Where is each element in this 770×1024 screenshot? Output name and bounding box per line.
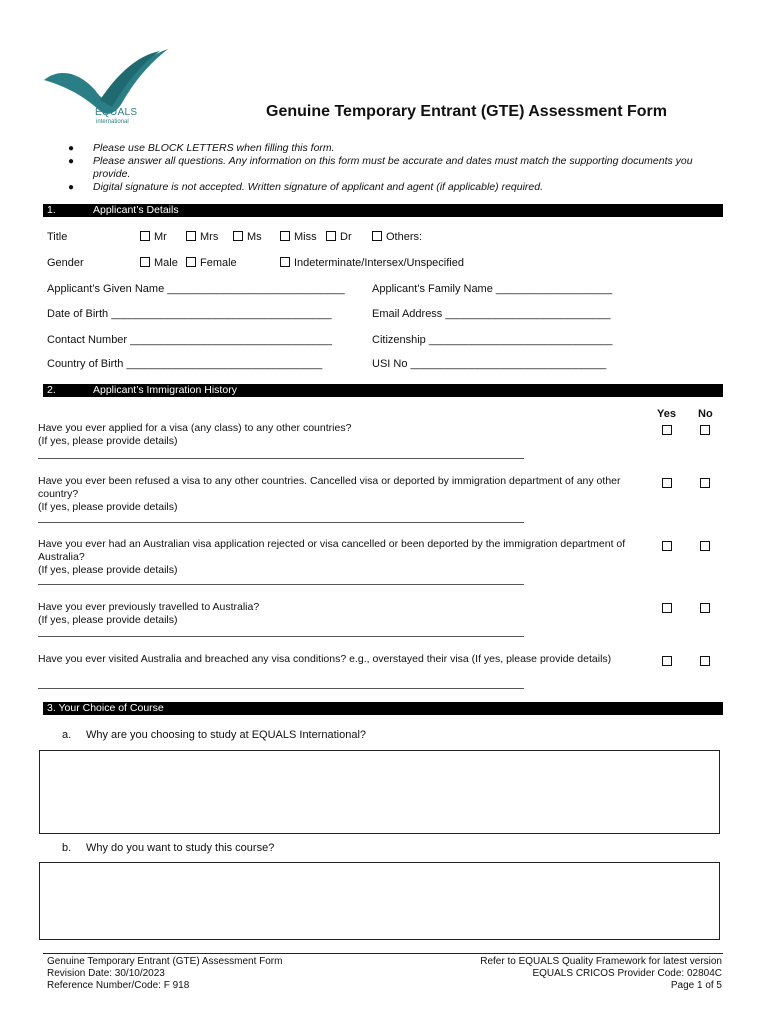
answer-line[interactable] (38, 584, 524, 585)
section-title: 3. Your Choice of Course (47, 702, 164, 714)
question-a-text: Why are you choosing to study at EQUALS International? (86, 729, 367, 741)
footer-cricos-code: EQUALS CRICOS Provider Code: 02804C (532, 968, 722, 979)
instruction-1: Please use BLOCK LETTERS when filling this form. (93, 142, 335, 154)
yes-checkbox-icon[interactable] (662, 425, 672, 435)
instruction-3: Digital signature is not accepted. Written signature of applicant and agent (if applicable) required. (93, 181, 544, 193)
usi-field[interactable]: USI No ________________________________ (372, 358, 607, 370)
title-option-miss[interactable]: Miss (280, 231, 317, 243)
gender-option-female[interactable]: Female (186, 257, 237, 269)
title-option-mrs[interactable]: Mrs (186, 231, 218, 243)
question-3: Have you ever had an Australian visa application rejected or visa cancelled or been deported by the immigration department of Australia? (If yes, please provide details) (38, 538, 626, 576)
logo-text: EQUALS (95, 107, 138, 118)
yes-checkbox-icon[interactable] (662, 656, 672, 666)
title-option-ms[interactable]: Ms (233, 231, 262, 243)
footer-revision-date: Revision Date: 30/10/2023 (47, 968, 165, 979)
bullet-icon: ● (68, 182, 75, 193)
dob-field[interactable]: Date of Birth ____________________________________ (47, 308, 332, 320)
answer-line[interactable] (38, 688, 524, 689)
section-number: 2. (47, 384, 56, 396)
no-checkbox-icon[interactable] (700, 603, 710, 613)
footer-divider (43, 953, 723, 954)
checkbox-icon[interactable] (326, 231, 336, 241)
answer-box-a[interactable] (39, 750, 720, 834)
footer-left (47, 956, 282, 992)
yes-checkbox-icon[interactable] (662, 603, 672, 613)
title-option-others[interactable]: Others: (372, 231, 422, 243)
title-option-mr[interactable]: Mr (140, 231, 167, 243)
section-title: Applicant’s Immigration History (93, 384, 237, 396)
answer-line[interactable] (38, 522, 524, 523)
checkbox-icon[interactable] (280, 231, 290, 241)
family-name-field[interactable]: Applicant’s Family Name ___________________ (372, 283, 613, 295)
title-label: Title (47, 231, 68, 243)
question-4: Have you ever previously travelled to Australia? (If yes, please provide details) (38, 601, 260, 626)
given-name-field[interactable]: Applicant’s Given Name _____________________________ (47, 283, 345, 295)
checkbox-icon[interactable] (186, 257, 196, 267)
email-field[interactable]: Email Address ___________________________ (372, 308, 611, 320)
checkbox-icon[interactable] (140, 257, 150, 267)
section-1-header (43, 204, 723, 217)
yes-checkbox-icon[interactable] (662, 478, 672, 488)
section-title: Applicant’s Details (93, 204, 179, 216)
yes-checkbox-icon[interactable] (662, 541, 672, 551)
question-5: Have you ever visited Australia and breached any visa conditions? e.g., overstayed their visa (If yes, please provide details) (38, 653, 612, 665)
question-b-text: Why do you want to study this course? (86, 842, 275, 854)
footer-quality-note: Refer to EQUALS Quality Framework for latest version (480, 956, 722, 967)
footer-right (480, 956, 722, 992)
bullet-icon: ● (68, 143, 75, 154)
answer-line[interactable] (38, 458, 524, 459)
country-of-birth-field[interactable]: Country of Birth ________________________________ (47, 358, 323, 370)
section-number: 1. (47, 204, 56, 216)
checkbox-icon[interactable] (186, 231, 196, 241)
question-2: Have you ever been refused a visa to any other countries. Cancelled visa or deported by immigration department of any other country? (If yes, please provide details) (38, 475, 621, 513)
section-3-header (43, 702, 723, 715)
checkbox-icon[interactable] (140, 231, 150, 241)
contact-number-field[interactable]: Contact Number _________________________________ (47, 334, 333, 346)
question-a-letter: a. (62, 729, 72, 741)
title-option-dr[interactable]: Dr (326, 231, 352, 243)
gender-option-indeterminate[interactable]: Indeterminate/Intersex/Unspecified (280, 257, 464, 269)
question-b-letter: b. (62, 842, 72, 854)
no-checkbox-icon[interactable] (700, 425, 710, 435)
gender-option-male[interactable]: Male (140, 257, 178, 269)
logo-subtext: international (96, 119, 129, 125)
footer-page-number: Page 1 of 5 (670, 980, 722, 991)
no-checkbox-icon[interactable] (700, 541, 710, 551)
yes-column-label: Yes (657, 408, 676, 420)
checkbox-icon[interactable] (372, 231, 382, 241)
answer-line[interactable] (38, 636, 524, 637)
answer-box-b[interactable] (39, 862, 720, 940)
section-2-header (43, 384, 723, 397)
footer-form-name: Genuine Temporary Entrant (GTE) Assessment Form (47, 956, 283, 967)
checkbox-icon[interactable] (233, 231, 243, 241)
question-1: Have you ever applied for a visa (any class) to any other countries? (If yes, please provide details) (38, 422, 352, 447)
no-checkbox-icon[interactable] (700, 478, 710, 488)
bullet-icon: ● (68, 156, 75, 167)
citizenship-field[interactable]: Citizenship ______________________________ (372, 334, 613, 346)
no-column-label: No (698, 408, 713, 420)
instruction-2: Please answer all questions. Any information on this form must be accurate and dates must match the supporting documents you provide. (93, 155, 693, 180)
page-title: Genuine Temporary Entrant (GTE) Assessment Form (266, 103, 667, 120)
no-checkbox-icon[interactable] (700, 656, 710, 666)
checkbox-icon[interactable] (280, 257, 290, 267)
gender-label: Gender (47, 257, 84, 269)
footer-reference-code: Reference Number/Code: F 918 (47, 980, 190, 991)
